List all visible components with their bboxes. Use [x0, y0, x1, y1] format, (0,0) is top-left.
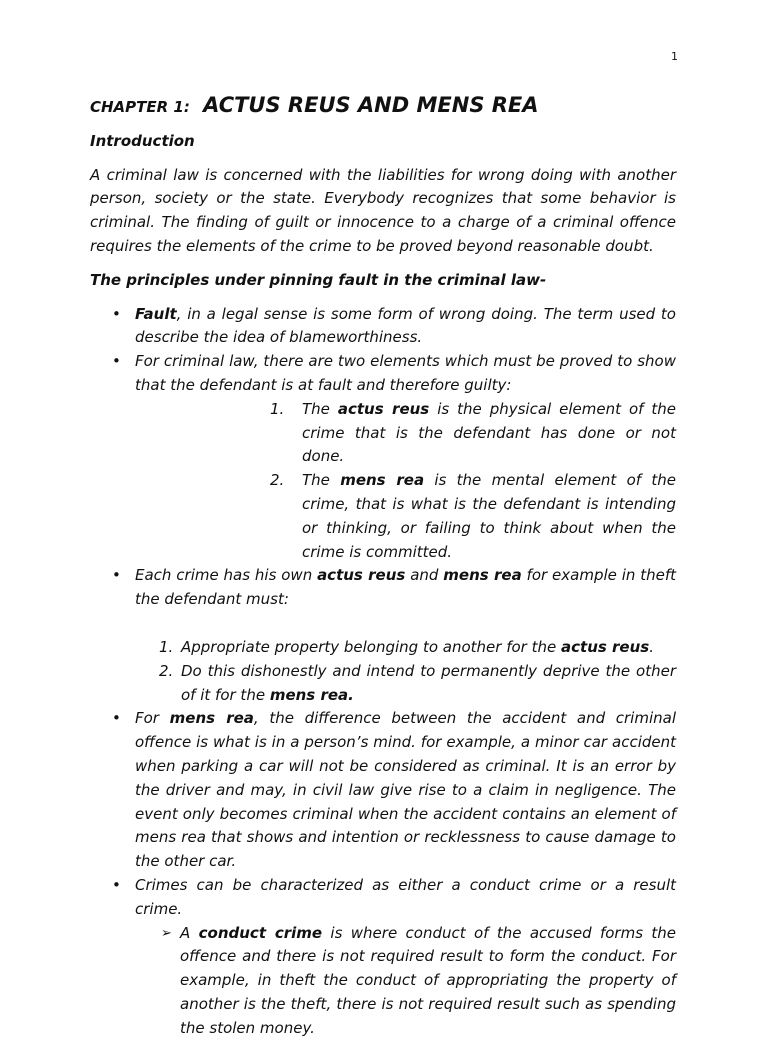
elements-text: For criminal law, there are two elements which must be proved to show that the defendant is at fault and therefore guilty: [135, 352, 676, 394]
list-number: 1. [270, 398, 284, 422]
list-item [270, 398, 676, 469]
introduction-heading: Introduction [90, 130, 676, 154]
list-number: 1. [159, 636, 173, 660]
bullet-icon: • [112, 303, 121, 327]
bullet-icon: • [112, 564, 121, 588]
bullet-elements [90, 350, 676, 564]
bullet-icon: • [112, 350, 121, 374]
each-crime-term: mens rea [443, 566, 521, 584]
each-crime-text: Each crime has his own [135, 566, 317, 584]
item-text: is the mental element of the crime, that is what is the defendant is intending or thinking, or failing to think about when the crime is committed. [302, 471, 676, 560]
item-text: The [302, 400, 338, 418]
conduct-term: conduct crime [199, 924, 322, 942]
item-term: mens rea. [270, 686, 354, 704]
principles-list [90, 303, 676, 922]
item-text: is the physical element of the crime that is the defendant has done or not done. [302, 400, 676, 466]
mens-rea-term: mens rea [170, 709, 254, 727]
arrow-bullet-icon: ➢ [161, 922, 172, 946]
mens-rea-text: , the difference between the accident and criminal offence is what is in a person’s mind. for example, a minor car accident when parking a car will not be considered as criminal. It is an error by the driver and may, in civil law give rise to a claim in negligence. The event only becomes criminal when the accident contains an element of mens rea that shows and intention or recklessness to cause damage to the other car. [135, 709, 676, 870]
list-item [270, 469, 676, 564]
list-number: 2. [159, 660, 173, 684]
conduct-crime-item [135, 922, 676, 1040]
chapter-main-title: ACTUS REUS AND MENS REA [203, 93, 538, 117]
principles-heading: The principles under pinning fault in the criminal law- [90, 269, 676, 293]
spacer [135, 612, 676, 636]
fault-term: Fault [135, 305, 177, 323]
page-number: 1 [671, 50, 678, 63]
conduct-text: A [180, 924, 199, 942]
mens-rea-text: For [135, 709, 170, 727]
item-text: Appropriate property belonging to another for the [181, 638, 561, 656]
each-crime-term: actus reus [317, 566, 405, 584]
chapter-label: CHAPTER 1: [90, 98, 190, 116]
bullet-fault [90, 303, 676, 351]
item-text: The [302, 471, 340, 489]
crimes-text: Crimes can be characterized as either a conduct crime or a result crime. [135, 876, 676, 918]
document-body [90, 94, 676, 1040]
each-crime-text: and [405, 566, 443, 584]
bullet-icon: • [112, 874, 121, 898]
item-term: mens rea [340, 471, 424, 489]
list-item [159, 660, 676, 708]
fault-text: , in a legal sense is some form of wrong doing. The term used to describe the idea of blameworthiness. [135, 305, 676, 347]
bullet-each-crime [90, 564, 676, 707]
chapter-title [90, 94, 676, 120]
conduct-crime-list [90, 922, 676, 1040]
bullet-crimes [90, 874, 676, 922]
each-crime-text: for example in theft the defendant must: [135, 566, 676, 608]
bullet-icon: • [112, 707, 121, 731]
introduction-paragraph: A criminal law is concerned with the liabilities for wrong doing with another person, society or the state. Everybody recognizes that some behavior is criminal. The finding of guilt or innocence to a charge of a criminal offence requires the elements of the crime to be proved beyond reasonable doubt. [90, 164, 676, 259]
item-term: actus reus [561, 638, 649, 656]
item-text: . [649, 638, 654, 656]
item-term: actus reus [338, 400, 429, 418]
list-number: 2. [270, 469, 284, 493]
conduct-text: is where conduct of the accused forms the offence and there is not required result to form the conduct. For example, in theft the conduct of appropriating the property of another is the theft, there is not required result such as spending the stolen money. [180, 924, 676, 1037]
list-item [159, 636, 676, 660]
item-text: Do this dishonestly and intend to permanently deprive the other of it for the [181, 662, 676, 704]
theft-list [90, 636, 676, 707]
elements-list [135, 398, 676, 565]
bullet-mens-rea [90, 707, 676, 874]
